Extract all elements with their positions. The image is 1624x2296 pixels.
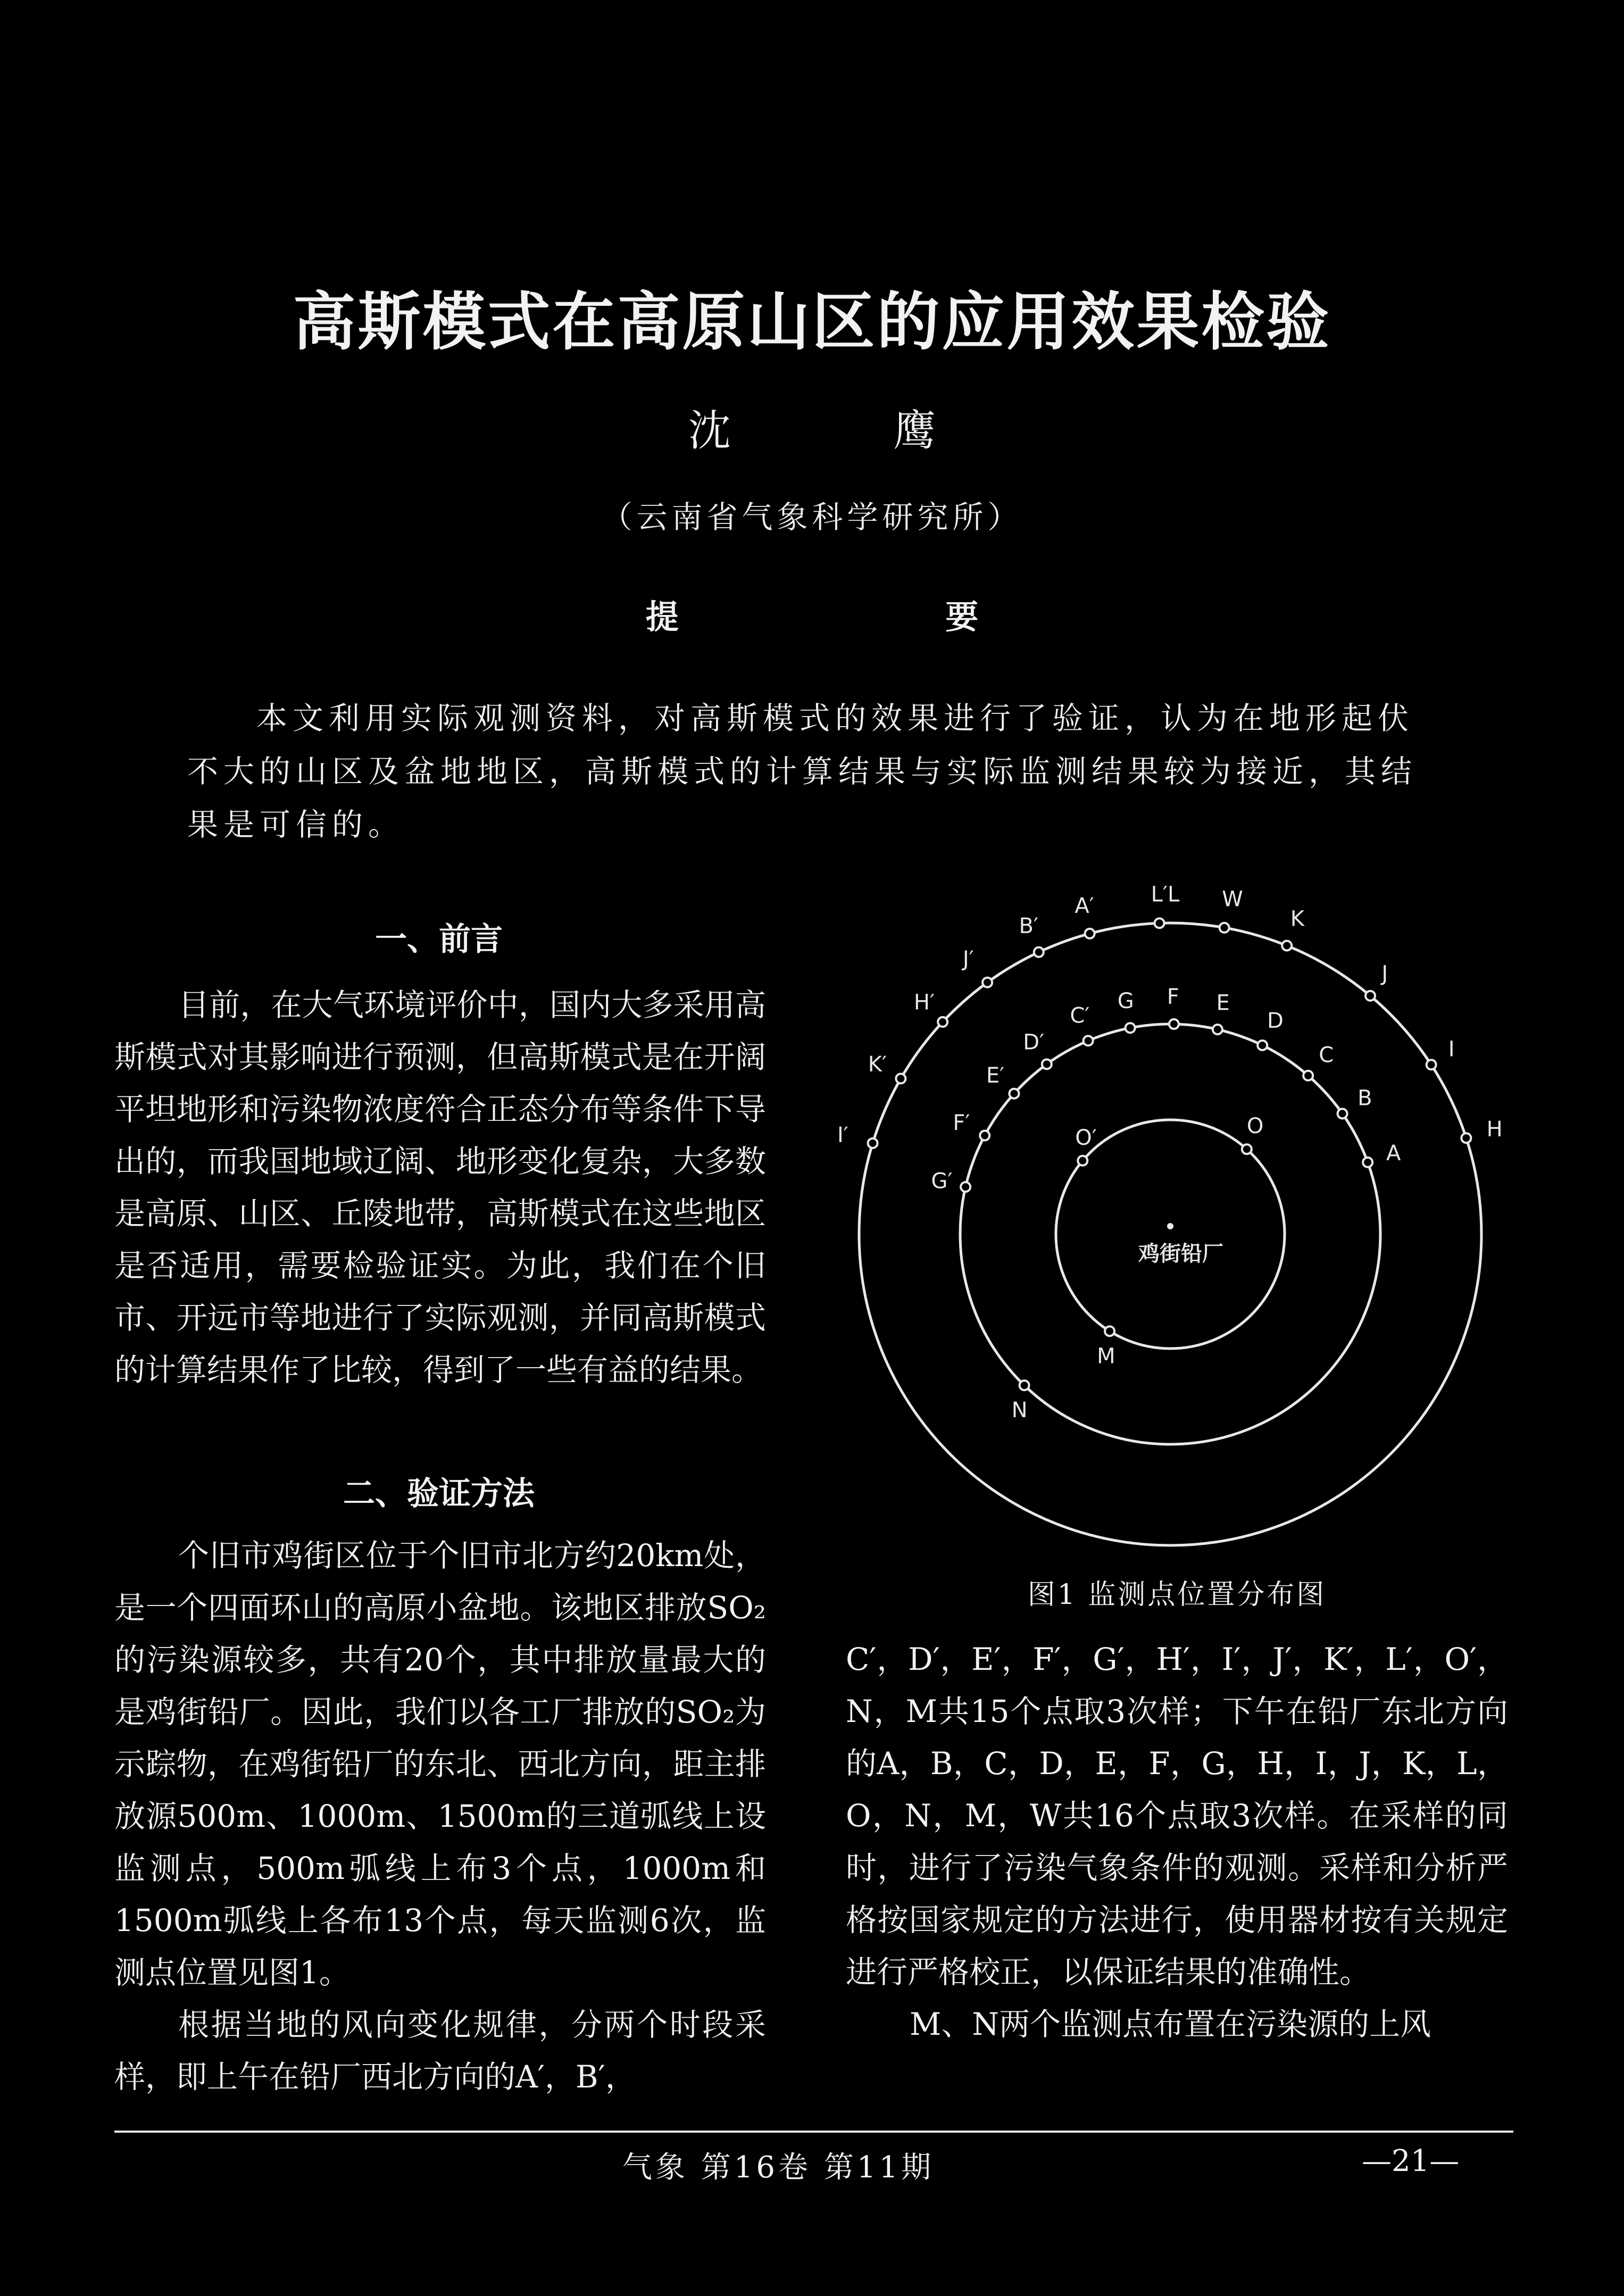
middle-site-label: D: [1267, 1009, 1284, 1034]
outer-site-dot: [938, 1017, 947, 1027]
monitoring-sites-diagram: [837, 878, 1503, 1548]
section-2-paragraph-2: 根据当地的风向变化规律，分两个时段采样，即上午在铅厂西北方向的A′，B′，: [114, 2007, 766, 2095]
right-paragraph-1: C′，D′，E′，F′，G′，H′，I′，J′，K′，L′，O′，N，M共15个点取3次样；下午在铅厂东北方向的A，B，C，D，E，F，G，H，I，J，K，L，O，N，M，W共16个点取3次样。在采样的同时，进行了污染气象条件的观测。采样和分析严格按国家规定的方法进行，使用器材按有关规定进行严格校正，以保证结果的准确性。: [846, 1641, 1508, 1990]
outer-site-label: L′L: [1151, 882, 1180, 907]
inner-site-label: O: [1246, 1114, 1264, 1139]
outer-site-dot: [982, 978, 992, 987]
middle-site-dot: [1084, 1036, 1093, 1045]
middle-site-dot: [1363, 1158, 1372, 1167]
middle-site-dot: [1303, 1071, 1313, 1080]
outer-site-dot: [1220, 923, 1229, 933]
outer-site-label: J′: [962, 947, 974, 972]
middle-site-dot: [1042, 1059, 1052, 1069]
middle-site-dot: [1126, 1023, 1135, 1033]
middle-site-dot: [980, 1131, 989, 1141]
outer-site-label: K: [1290, 906, 1304, 931]
middle-site-label: F: [1167, 985, 1179, 1010]
outer-site-dot: [1155, 918, 1164, 928]
middle-site-label: D′: [1023, 1030, 1045, 1055]
diagram-content: [859, 923, 1481, 1545]
author-name: 沈 鹰: [688, 406, 1011, 455]
inner-arc-500m: [1056, 1120, 1285, 1349]
abstract-heading: 提 要: [645, 597, 1106, 636]
section-1-body: [114, 979, 766, 1396]
outer-arc-1500m: [859, 923, 1481, 1545]
middle-site-label: A: [1386, 1141, 1401, 1166]
section-2-paragraph-1: 个旧市鸡街区位于个旧市北方约20km处，是一个四面环山的高原小盆地。该地区排放SO₂的污染源较多，共有20个，其中排放量最大的是鸡街铅厂。因此，我们以各工厂排放的SO₂为示踪物，在鸡街铅厂的东北、西北方向，距主排放源500m、1000m、1500m的三道弧线上设监测点，500m弧线上布3个点，1000m和1500m弧线上各布13个点，每天监测6次，监测点位置见图1。: [114, 1537, 766, 1991]
middle-site-dot: [1257, 1041, 1267, 1050]
center-label: 鸡街铅厂: [1138, 1242, 1223, 1266]
figure-caption: 图1 监测点位置分布图: [1027, 1579, 1327, 1611]
outer-site-dot: [1282, 941, 1292, 951]
outer-site-dot: [896, 1074, 905, 1084]
site-labels: [837, 882, 1503, 1422]
middle-site-label: B: [1358, 1086, 1372, 1111]
source-point: [1167, 1223, 1173, 1229]
middle-site-dot: [961, 1182, 970, 1192]
section-1-paragraph: 目前，在大气环境评价中，国内大多采用高斯模式对其影响进行预测，但高斯模式是在开阔平坦地形和污染物浓度符合正态分布等条件下导出的，而我国地域辽阔、地形变化复杂，大多数是高原、山区、丘陵地带，高斯模式在这些地区是否适用，需要检验证实。为此，我们在个旧市、开远市等地进行了实际观测，并同高斯模式的计算结果作了比较，得到了一些有益的结果。: [114, 987, 766, 1388]
outer-site-dot: [1085, 929, 1095, 938]
paper-title: 高斯模式在高原山区的应用效果检验: [293, 285, 1331, 359]
inner-site-dot: [1078, 1156, 1087, 1166]
outer-site-label: H: [1486, 1117, 1503, 1142]
outer-site-dot: [1034, 947, 1044, 957]
outer-site-label: I′: [837, 1122, 848, 1147]
middle-site-label: G′: [931, 1169, 953, 1194]
right-column-body: [846, 1633, 1508, 2050]
section-2-heading: 二、验证方法: [343, 1475, 535, 1512]
outer-site-dot: [868, 1138, 878, 1148]
middle-site-label: C′: [1070, 1003, 1090, 1028]
outer-site-dot: [1365, 991, 1375, 1001]
section-2-body: [114, 1529, 766, 2103]
section-1-heading: 一、前言: [375, 921, 503, 958]
middle-site-label: C: [1319, 1043, 1334, 1068]
inner-site-label: N: [1011, 1398, 1028, 1423]
middle-site-label: F′: [953, 1111, 970, 1136]
inner-site-dot: [1105, 1326, 1114, 1336]
middle-site-label: E′: [986, 1063, 1005, 1088]
abstract-text: 本文利用实际观测资料，对高斯模式的效果进行了验证，认为在地形起伏不大的山区及盆地地区，高斯模式的计算结果与实际监测结果较为接近，其结果是可信的。: [187, 700, 1418, 843]
outer-site-label: B′: [1019, 913, 1039, 938]
inner-site-dot: [1242, 1144, 1252, 1154]
middle-site-dot: [1169, 1019, 1179, 1029]
middle-site-label: G: [1117, 989, 1134, 1014]
author-affiliation: （云南省气象科学研究所）: [601, 499, 1023, 535]
inner-site-label: O′: [1075, 1125, 1097, 1150]
inner-site-dot: [1020, 1380, 1029, 1390]
inner-site-label: M: [1097, 1344, 1115, 1369]
outer-site-label: A′: [1075, 893, 1094, 918]
middle-site-dot: [1338, 1109, 1347, 1118]
outer-site-label: H′: [913, 990, 935, 1015]
outer-site-label: I: [1448, 1037, 1455, 1062]
footer-journal: 气象 第16卷 第11期: [622, 2150, 935, 2185]
outer-site-dot: [1461, 1133, 1471, 1143]
outer-site-dot: [1427, 1060, 1436, 1069]
footer-page-number: —21—: [1362, 2144, 1460, 2178]
outer-site-label: J: [1381, 961, 1388, 986]
middle-site-dot: [1009, 1089, 1019, 1099]
middle-site-label: E: [1216, 991, 1230, 1016]
outer-site-label: W: [1222, 887, 1243, 912]
middle-site-dot: [1213, 1025, 1222, 1034]
outer-site-label: K′: [868, 1052, 887, 1077]
footer-rule: [114, 2131, 1513, 2133]
right-paragraph-2: M、N两个监测点布置在污染源的上风: [910, 2006, 1431, 2042]
